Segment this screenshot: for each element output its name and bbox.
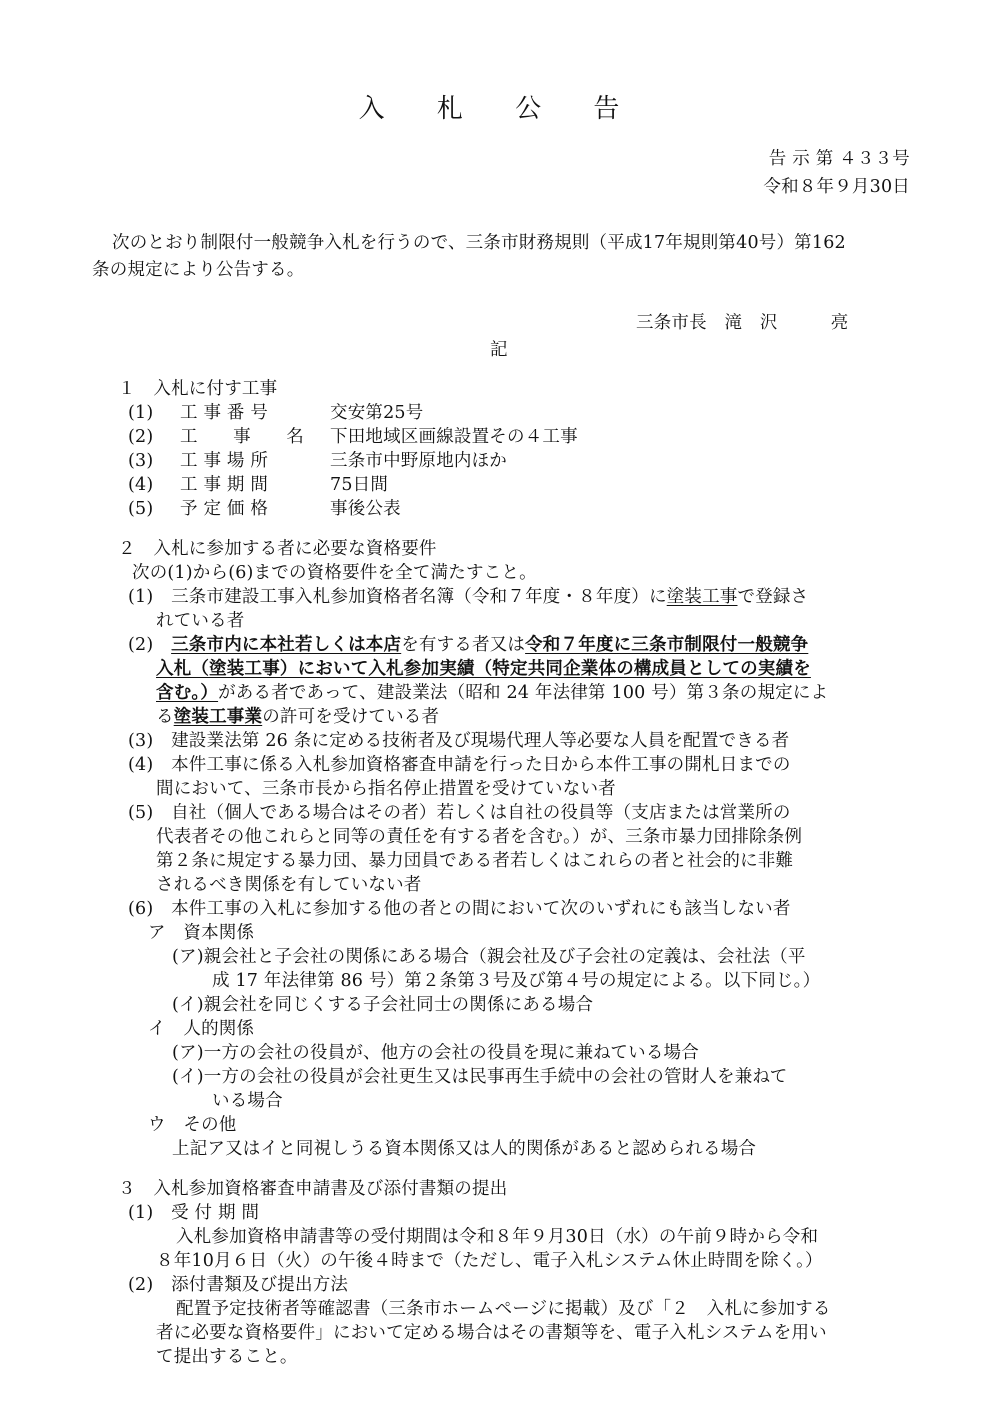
s3-part-2-line-2: 者に必要な資格要件」において定める場合はその書類等を、電子入札システムを用い — [156, 1323, 827, 1343]
s2-item-3: (3) 建設業法第 26 条に定める技術者及び現場代理人等必要な人員を配置できる者 — [128, 731, 790, 751]
signer: 三条市長 滝 沢 亮 — [636, 313, 849, 333]
s3-part-2-heading: (2) 添付書類及び提出方法 — [128, 1275, 349, 1295]
s2-item-5-line-3: 第２条に規定する暴力団、暴力団員である者若しくはこれらの者と社会的に非難 — [156, 851, 794, 871]
s1-item-value: 事後公表 — [330, 499, 401, 519]
s3-part-1-heading: (1) 受 付 期 間 — [128, 1203, 260, 1223]
highlight-head-office: 三条市内に本社若しくは本店 — [171, 635, 402, 655]
s2-item-1-line-2: れている者 — [156, 611, 245, 631]
s1-item-num: (4) — [128, 475, 154, 495]
section-2-heading: ２ 入札に参加する者に必要な資格要件 — [118, 539, 437, 559]
s1-item-label: 工 事 場 所 — [180, 451, 269, 471]
s2-item-2-line-3: 含む。）がある者であって、建設業法（昭和 24 年法律第 100 号）第３条の規定によ — [156, 683, 829, 703]
s1-item-label: 工 事 期 間 — [180, 475, 269, 495]
notice-date: 令和８年９月30日 — [763, 177, 910, 197]
highlight-bid-record: 令和７年度に三条市制限付一般競争 — [525, 635, 809, 655]
intro-line-1: 次のとおり制限付一般競争入札を行うので、三条市財務規則（平成17年規則第40号）第162 — [112, 233, 846, 253]
personnel-relation-b-line-2: いる場合 — [212, 1091, 283, 1111]
notice-number: 告 示 第 ４３３号 — [768, 149, 910, 169]
s1-item-num: (2) — [128, 427, 154, 447]
capital-relation-b: (イ)親会社を同じくする子会社同士の関係にある場合 — [172, 995, 594, 1015]
s3-part-1-line-2: ８年10月６日（火）の午後４時まで（ただし、電子入札システム休止時間を除く。） — [156, 1251, 823, 1271]
s2-item-6: (6) 本件工事の入札に参加する他の者との間において次のいずれにも該当しない者 — [128, 899, 791, 919]
s2-item-2-line-1: (2) 三条市内に本社若しくは本店を有する者又は令和７年度に三条市制限付一般競争 — [128, 635, 809, 655]
personnel-relation-a: (ア)一方の会社の役員が、他方の会社の役員を現に兼ねている場合 — [172, 1043, 699, 1063]
s2-item-5-line-4: されるべき関係を有していない者 — [156, 875, 422, 895]
s1-item-label: 工 事 名 — [180, 427, 304, 447]
section-1-heading: １ 入札に付す工事 — [118, 379, 278, 399]
s1-item-value: 75日間 — [330, 475, 389, 495]
s1-item-num: (5) — [128, 499, 154, 519]
personnel-relation-heading: イ 人的関係 — [148, 1019, 255, 1039]
s1-item-value: 三条市中野原地内ほか — [330, 451, 507, 471]
s2-lead: 次の(1)から(6)までの資格要件を全て満たすこと。 — [132, 563, 537, 583]
other-relation-text: 上記ア又はイと同視しうる資本関係又は人的関係があると認められる場合 — [172, 1139, 757, 1159]
other-relation-heading: ウ その他 — [148, 1115, 237, 1135]
s1-item-num: (1) — [128, 403, 154, 423]
s1-item-label: 予 定 価 格 — [180, 499, 269, 519]
intro-line-2: 条の規定により公告する。 — [92, 260, 305, 280]
s2-item-4-line-1: (4) 本件工事に係る入札参加資格審査申請を行った日から本件工事の開札日までの — [128, 755, 791, 775]
s2-item-1-line-1: (1) 三条市建設工事入札参加資格者名簿（令和７年度・８年度）に塗装工事で登録さ — [128, 587, 809, 607]
s1-item-value: 下田地域区画線設置その４工事 — [330, 427, 578, 447]
ki-mark: 記 — [490, 340, 508, 360]
highlight-coating-business: 塗装工事業 — [173, 707, 263, 727]
s3-part-2-line-1: 配置予定技術者等確認書（三条市ホームページに掲載）及び「２ 入札に参加する — [176, 1299, 831, 1319]
capital-relation-a-line-1: (ア)親会社と子会社の関係にある場合（親会社及び子会社の定義は、会社法（平 — [172, 947, 806, 967]
s1-item-value: 交安第25号 — [330, 403, 424, 423]
s3-part-1-line-1: 入札参加資格申請書等の受付期間は令和８年９月30日（水）の午前９時から令和 — [176, 1227, 819, 1247]
capital-relation-a-line-2: 成 17 年法律第 86 号）第２条第３号及び第４号の規定による。以下同じ。） — [212, 971, 821, 991]
section-3-heading: ３ 入札参加資格審査申請書及び添付書類の提出 — [118, 1179, 508, 1199]
capital-relation-heading: ア 資本関係 — [148, 923, 255, 943]
s2-item-2-line-2: 入札（塗装工事）において入札参加実績（特定共同企業体の構成員としての実績を — [156, 659, 811, 679]
document-title: 入 札 公 告 — [358, 94, 642, 124]
s2-item-5-line-2: 代表者その他これらと同等の責任を有する者を含む。）が、三条市暴力団排除条例 — [156, 827, 803, 847]
s2-item-4-line-2: 間において、三条市長から指名停止措置を受けていない者 — [156, 779, 616, 799]
s2-item-2-line-4: る塗装工事業の許可を受けている者 — [156, 707, 440, 727]
s3-part-2-line-3: て提出すること。 — [156, 1347, 298, 1367]
s2-item-5-line-1: (5) 自社（個人である場合はその者）若しくは自社の役員等（支店または営業所の — [128, 803, 791, 823]
s1-item-num: (3) — [128, 451, 154, 471]
personnel-relation-b-line-1: (イ)一方の会社の役員が会社更生又は民事再生手続中の会社の管財人を兼ねて — [172, 1067, 788, 1087]
highlight-coating-work: 塗装工事 — [666, 587, 738, 607]
s1-item-label: 工 事 番 号 — [180, 403, 269, 423]
